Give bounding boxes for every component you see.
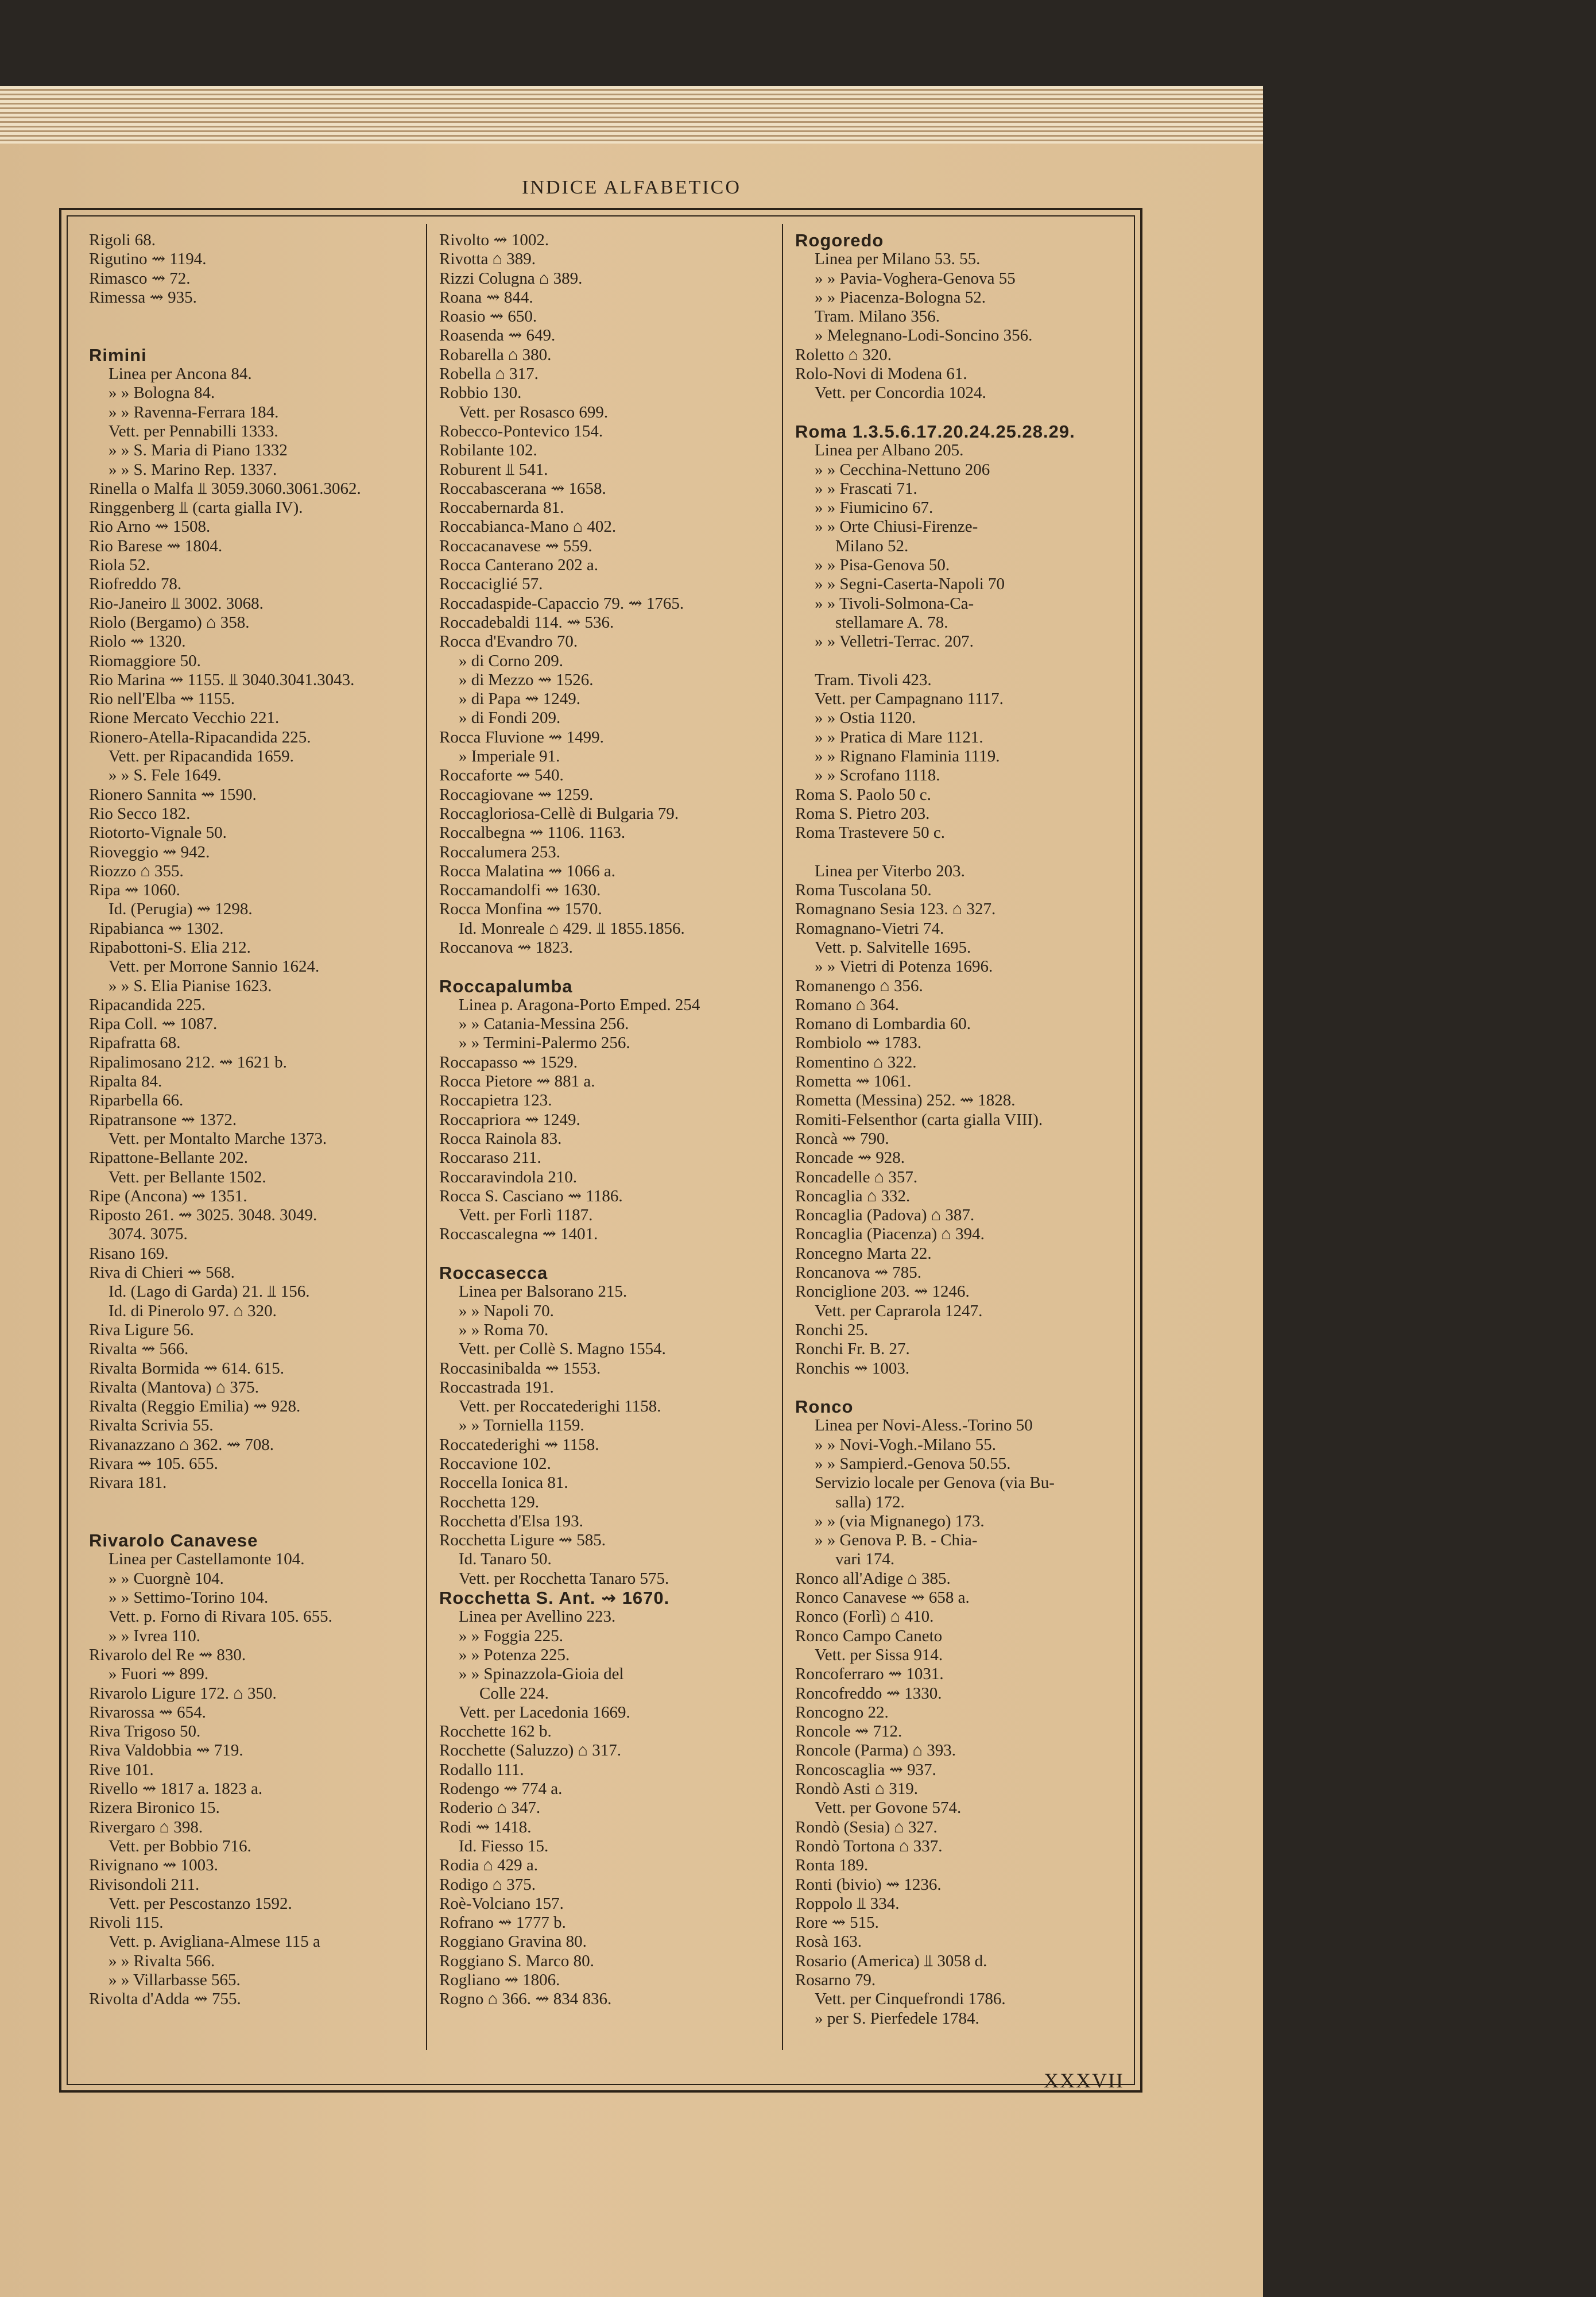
index-entry: Romanengo ⌂ 356.	[795, 976, 923, 995]
index-entry: » » Catania-Messina 256.	[459, 1015, 629, 1034]
index-entry: Vett. per Forlì 1187.	[459, 1206, 593, 1225]
index-entry: Vett. per Concordia 1024.	[815, 384, 986, 403]
index-entry: Vett. per Bobbio 716.	[109, 1836, 251, 1855]
index-entry: Rioveggio ⇝ 942.	[89, 842, 210, 861]
index-entry: Rive 101.	[89, 1760, 154, 1779]
index-entry: Vett. per Govone 574.	[815, 1799, 962, 1818]
index-entry: Roccamandolfi ⇝ 1630.	[439, 881, 601, 900]
index-entry: Robbio 130.	[439, 384, 522, 403]
index-entry: Roncegno Marta 22.	[795, 1244, 932, 1263]
index-entry: Rivolto ⇝ 1002.	[439, 231, 549, 249]
index-entry: Roasenda ⇝ 649.	[439, 326, 556, 345]
index-entry: Roccapietra 123.	[439, 1091, 552, 1110]
index-entry: Risano 169.	[89, 1244, 169, 1263]
index-entry: » » S. Elia Pianise 1623.	[109, 976, 272, 995]
index-entry: Roccalumera 253.	[439, 842, 560, 861]
index-entry: Rodi ⇝ 1418.	[439, 1818, 532, 1836]
index-entry: Vett. per Ripacandida 1659.	[109, 747, 294, 766]
index-entry: Rodigo ⌂ 375.	[439, 1875, 536, 1894]
index-entry: Roma Tuscolana 50.	[795, 881, 932, 900]
index-entry: » » Termini-Palermo 256.	[459, 1034, 630, 1053]
index-entry: Id. Tanaro 50.	[459, 1550, 552, 1569]
index-entry: Riola 52.	[89, 556, 150, 575]
index-entry: Ripa ⇝ 1060.	[89, 881, 180, 900]
index-entry: Rocchetta Ligure ⇝ 585.	[439, 1531, 606, 1550]
index-entry: Roletto ⌂ 320.	[795, 345, 892, 364]
index-entry: Roncanova ⇝ 785.	[795, 1263, 922, 1282]
index-entry: Rivotta ⌂ 389.	[439, 250, 536, 269]
index-entry: Vett. p. Forno di Rivara 105. 655.	[109, 1607, 332, 1626]
index-entry: » Fuori ⇝ 899.	[109, 1665, 209, 1684]
index-entry: Roccapasso ⇝ 1529.	[439, 1053, 578, 1072]
index-entry: Roccaciglié 57.	[439, 575, 543, 594]
index-entry: Robecco-Pontevico 154.	[439, 421, 603, 440]
index-entry: Vett. per Campagnano 1117.	[815, 690, 1004, 709]
index-entry: Ripafratta 68.	[89, 1034, 181, 1053]
index-entry: » » Cecchina-Nettuno 206	[815, 460, 990, 479]
index-entry: » » Velletri-Terrac. 207.	[815, 632, 974, 651]
index-entry: Rionero Sannita ⇝ 1590.	[89, 785, 257, 804]
index-entry: Roccastrada 191.	[439, 1378, 554, 1397]
index-entry: vari 174.	[835, 1550, 895, 1569]
index-entry: Ronta 189.	[795, 1856, 869, 1875]
index-entry: Rio nell'Elba ⇝ 1155.	[89, 690, 235, 709]
index-entry: Rinella o Malfa ⫫ 3059.3060.3061.3062.	[89, 479, 361, 498]
index-entry: Rio-Janeiro ⫫ 3002. 3068.	[89, 594, 264, 613]
index-entry: Roccavione 102.	[439, 1455, 551, 1473]
index-entry: Tram. Tivoli 423.	[815, 670, 932, 689]
index-entry: Rocchette 162 b.	[439, 1722, 552, 1741]
index-entry: Ronco Campo Caneto	[795, 1626, 943, 1645]
index-entry: Riva Valdobbia ⇝ 719.	[89, 1741, 243, 1760]
index-entry: Roccanova ⇝ 1823.	[439, 938, 573, 957]
index-heading: Rocchetta S. Ant. ⇝ 1670.	[439, 1588, 670, 1608]
index-entry: Roncaglia (Piacenza) ⌂ 394.	[795, 1225, 985, 1244]
index-entry: Riolo (Bergamo) ⌂ 358.	[89, 613, 250, 632]
index-entry: Roccatederighi ⇝ 1158.	[439, 1435, 599, 1454]
index-entry: » » Sampierd.-Genova 50.55.	[815, 1455, 1011, 1473]
index-entry: Roccaraso 211.	[439, 1148, 541, 1167]
page-number: XXXVII	[1044, 2069, 1124, 2092]
index-entry: » » Potenza 225.	[459, 1645, 570, 1664]
index-heading: Ronco	[795, 1397, 854, 1417]
index-entry: Rio Barese ⇝ 1804.	[89, 536, 223, 555]
index-entry: Vett. p. Avigliana-Almese 115 a	[109, 1932, 320, 1951]
index-entry: Vett. per Bellante 1502.	[109, 1167, 266, 1186]
index-entry: Roana ⇝ 844.	[439, 288, 533, 307]
index-entry: Riparbella 66.	[89, 1091, 184, 1110]
index-entry: Linea per Avellino 223.	[459, 1607, 616, 1626]
index-entry: Roccaforte ⇝ 540.	[439, 766, 564, 785]
index-entry: Roccabianca-Mano ⌂ 402.	[439, 517, 617, 536]
index-entry: » » Napoli 70.	[459, 1301, 554, 1320]
index-entry: » » Novi-Vogh.-Milano 55.	[815, 1435, 997, 1454]
index-entry: Ripabottoni-S. Elia 212.	[89, 938, 251, 957]
index-entry: Milano 52.	[835, 536, 909, 555]
index-entry: Romagnano-Vietri 74.	[795, 919, 944, 938]
index-entry: » » Settimo-Torino 104.	[109, 1588, 269, 1607]
index-entry: Riposto 261. ⇝ 3025. 3048. 3049.	[89, 1206, 317, 1225]
index-entry: Vett. per Cinquefrondi 1786.	[815, 1990, 1006, 2009]
index-entry: stellamare A. 78.	[835, 613, 948, 632]
index-entry: Romano ⌂ 364.	[795, 995, 899, 1014]
index-entry: Vett. per Caprarola 1247.	[815, 1301, 983, 1320]
index-entry: Tram. Milano 356.	[815, 307, 940, 326]
index-entry: Rocca Canterano 202 a.	[439, 556, 599, 575]
index-entry: Roncaglia ⌂ 332.	[795, 1186, 911, 1205]
index-entry: Rolo-Novi di Modena 61.	[795, 365, 967, 384]
line-gap	[795, 1378, 1128, 1397]
index-entry: Rivoli 115.	[89, 1913, 164, 1932]
index-entry: » » Rignano Flaminia 1119.	[815, 747, 1000, 766]
index-entry: Roma Trastevere 50 c.	[795, 823, 945, 842]
index-entry: Roncole ⇝ 712.	[795, 1722, 902, 1741]
index-entry: Roncaglia (Padova) ⌂ 387.	[795, 1206, 975, 1225]
index-entry: Roccalbegna ⇝ 1106. 1163.	[439, 823, 626, 842]
index-entry: salla) 172.	[835, 1492, 905, 1511]
index-entry: » Melegnano-Lodi-Soncino 356.	[815, 326, 1033, 345]
index-entry: Roccadebaldi 114. ⇝ 536.	[439, 613, 614, 632]
index-entry: Roccaravindola 210.	[439, 1167, 577, 1186]
index-entry: » » Torniella 1159.	[459, 1416, 584, 1435]
index-entry: Roccasinibalda ⇝ 1553.	[439, 1359, 601, 1378]
index-heading: Rimini	[89, 345, 147, 365]
index-entry: » » Villarbasse 565.	[109, 1971, 241, 1990]
index-entry: Rivalta ⇝ 566.	[89, 1340, 189, 1359]
index-entry: Roccadaspide-Capaccio 79. ⇝ 1765.	[439, 594, 684, 613]
index-entry: Rocchetta 129.	[439, 1492, 539, 1511]
index-entry: Riozzo ⌂ 355.	[89, 861, 184, 880]
index-entry: Ripatransone ⇝ 1372.	[89, 1110, 237, 1129]
index-entry: Ripattone-Bellante 202.	[89, 1148, 249, 1167]
index-entry: Roccapriora ⇝ 1249.	[439, 1110, 580, 1129]
index-entry: » » Bologna 84.	[109, 384, 215, 403]
index-entry: » » Genova P. B. - Chia-	[815, 1531, 978, 1550]
index-entry: Ronco Canavese ⇝ 658 a.	[795, 1588, 970, 1607]
index-entry: Ronciglione 203. ⇝ 1246.	[795, 1282, 970, 1301]
index-entry: Rogno ⌂ 366. ⇝ 834 836.	[439, 1990, 612, 2009]
index-entry: Rofrano ⇝ 1777 b.	[439, 1913, 566, 1932]
index-entry: Ronchi 25.	[795, 1320, 869, 1339]
index-column-1	[89, 231, 422, 2009]
index-entry: Rocchetta d'Elsa 193.	[439, 1511, 583, 1530]
index-entry: » » Orte Chiusi-Firenze-	[815, 517, 978, 536]
index-entry: Rocca Monfina ⇝ 1570.	[439, 900, 602, 919]
index-entry: Roncà ⇝ 790.	[795, 1129, 889, 1148]
index-entry: Robella ⌂ 317.	[439, 365, 539, 384]
index-entry: Rivergaro ⌂ 398.	[89, 1818, 203, 1836]
index-entry: » » Pavia-Voghera-Genova 55	[815, 269, 1016, 288]
index-entry: Rodia ⌂ 429 a.	[439, 1856, 539, 1875]
index-entry: Roggiano S. Marco 80.	[439, 1951, 594, 1970]
index-entry: Rivanazzano ⌂ 362. ⇝ 708.	[89, 1435, 274, 1454]
index-entry: Roncade ⇝ 928.	[795, 1148, 905, 1167]
index-entry: Vett. per Morrone Sannio 1624.	[109, 957, 320, 976]
index-entry: » » Pisa-Genova 50.	[815, 556, 950, 575]
index-entry: » » S. Fele 1649.	[109, 766, 222, 785]
index-entry: Rione Mercato Vecchio 221.	[89, 709, 280, 728]
index-entry: Rodengo ⇝ 774 a.	[439, 1780, 563, 1799]
index-entry: Rionero-Atella-Ripacandida 225.	[89, 728, 311, 747]
index-entry: Rimessa ⇝ 935.	[89, 288, 197, 307]
index-entry: Rocca Malatina ⇝ 1066 a.	[439, 861, 615, 880]
index-entry: Roasio ⇝ 650.	[439, 307, 537, 326]
index-entry: Rio Secco 182.	[89, 804, 191, 823]
index-entry: Rocca Rainola 83.	[439, 1129, 562, 1148]
index-entry: Rizera Bironico 15.	[89, 1799, 220, 1818]
index-entry: Rocca d'Evandro 70.	[439, 632, 578, 651]
index-entry: Roma S. Paolo 50 c.	[795, 785, 931, 804]
index-entry: » » Segni-Caserta-Napoli 70	[815, 575, 1005, 594]
index-entry: Rio Marina ⇝ 1155. ⫫ 3040.3041.3043.	[89, 670, 355, 689]
index-entry: Rondò Asti ⌂ 319.	[795, 1780, 918, 1799]
index-entry: » » Foggia 225.	[459, 1626, 564, 1645]
index-entry: Vett. p. Salvitelle 1695.	[815, 938, 971, 957]
index-entry: Linea per Balsorano 215.	[459, 1282, 627, 1301]
index-entry: Roderio ⌂ 347.	[439, 1799, 541, 1818]
index-entry: Rivarossa ⇝ 654.	[89, 1703, 206, 1722]
index-heading: Roccasecca	[439, 1263, 548, 1283]
index-entry: Rocca Pietore ⇝ 881 a.	[439, 1072, 595, 1091]
index-entry: » Imperiale 91.	[459, 747, 560, 766]
index-entry: Riomaggiore 50.	[89, 651, 201, 670]
index-entry: Rosarno 79.	[795, 1971, 876, 1990]
index-entry: Rondò (Sesia) ⌂ 327.	[795, 1818, 938, 1836]
index-entry: Robarella ⌂ 380.	[439, 345, 552, 364]
index-entry: Rocca Fluvione ⇝ 1499.	[439, 728, 604, 747]
index-entry: Roggiano Gravina 80.	[439, 1932, 587, 1951]
index-entry: Rometta ⇝ 1061.	[795, 1072, 912, 1091]
page-header: INDICE ALFABETICO	[522, 177, 741, 198]
index-entry: Rivignano ⇝ 1003.	[89, 1856, 218, 1875]
index-entry: Linea per Ancona 84.	[109, 365, 252, 384]
index-entry: Roè-Volciano 157.	[439, 1894, 564, 1913]
index-entry: Roccella Ionica 81.	[439, 1474, 568, 1492]
index-entry: Roccagloriosa-Cellè di Bulgaria 79.	[439, 804, 679, 823]
index-entry: Rivalta Bormida ⇝ 614. 615.	[89, 1359, 285, 1378]
index-entry: Id. Monreale ⌂ 429. ⫫ 1855.1856.	[459, 919, 685, 938]
index-entry: Rivalta (Mantova) ⌂ 375.	[89, 1378, 259, 1397]
index-entry: » » Roma 70.	[459, 1320, 549, 1339]
index-entry: Rodallo 111.	[439, 1760, 524, 1779]
index-entry: Rosario (America) ⫫ 3058 d.	[795, 1951, 987, 1970]
index-entry: Id. di Pinerolo 97. ⌂ 320.	[109, 1301, 277, 1320]
line-gap	[439, 957, 792, 976]
index-entry: Colle 224.	[479, 1684, 549, 1703]
index-entry: Linea p. Aragona-Porto Emped. 254	[459, 995, 700, 1014]
index-entry: Rivara 181.	[89, 1474, 167, 1492]
index-entry: Roma S. Pietro 203.	[795, 804, 930, 823]
index-entry: Riva Ligure 56.	[89, 1320, 194, 1339]
index-entry: Id. (Perugia) ⇝ 1298.	[109, 900, 253, 919]
index-entry: » » Rivalta 566.	[109, 1951, 215, 1970]
index-column-3	[795, 231, 1128, 2028]
index-heading: Roma 1.3.5.6.17.20.24.25.28.29.	[795, 421, 1075, 442]
index-entry: Rore ⇝ 515.	[795, 1913, 879, 1932]
index-entry: Roccascalegna ⇝ 1401.	[439, 1225, 598, 1244]
index-entry: Rivisondoli 211.	[89, 1875, 200, 1894]
index-entry: » di Papa ⇝ 1249.	[459, 690, 580, 709]
line-gap	[89, 326, 422, 345]
index-entry: Romentino ⌂ 322.	[795, 1053, 917, 1072]
index-entry: » » Pratica di Mare 1121.	[815, 728, 983, 747]
index-entry: Roppolo ⫫ 334.	[795, 1894, 900, 1913]
index-column-2	[439, 231, 792, 2009]
index-entry: Roccabernarda 81.	[439, 498, 564, 517]
index-entry: » » S. Marino Rep. 1337.	[109, 460, 277, 479]
index-entry: Rocca S. Casciano ⇝ 1186.	[439, 1186, 623, 1205]
index-entry: Roncoferraro ⇝ 1031.	[795, 1665, 944, 1684]
index-entry: Linea per Castellamonte 104.	[109, 1550, 305, 1569]
index-entry: » » (via Mignanego) 173.	[815, 1511, 985, 1530]
index-entry: Romagnano Sesia 123. ⌂ 327.	[795, 900, 996, 919]
index-entry: Romano di Lombardia 60.	[795, 1015, 971, 1034]
index-entry: » di Fondi 209.	[459, 709, 561, 728]
line-gap	[795, 843, 1128, 862]
index-entry: Linea per Albano 205.	[815, 441, 964, 460]
index-entry: Ripabianca ⇝ 1302.	[89, 919, 224, 938]
index-entry: Riva di Chieri ⇝ 568.	[89, 1263, 235, 1282]
index-entry: Roccagiovane ⇝ 1259.	[439, 785, 594, 804]
index-heading: Rogoredo	[795, 231, 884, 250]
index-entry: Vett. per Sissa 914.	[815, 1645, 943, 1664]
line-gap	[89, 307, 422, 326]
index-entry: Romiti-Felsenthor (carta gialla VIII).	[795, 1110, 1043, 1129]
index-entry: Rivolta d'Adda ⇝ 755.	[89, 1990, 241, 2009]
index-entry: » per S. Pierfedele 1784.	[815, 2009, 979, 2028]
index-entry: Riofreddo 78.	[89, 575, 182, 594]
index-entry: Ronchi Fr. B. 27.	[795, 1340, 910, 1359]
index-entry: Rombiolo ⇝ 1783.	[795, 1034, 922, 1053]
index-entry: Rigoli 68.	[89, 231, 156, 249]
index-entry: Riolo ⇝ 1320.	[89, 632, 186, 651]
line-gap	[89, 1493, 422, 1512]
index-entry: Rivarolo Ligure 172. ⌂ 350.	[89, 1684, 277, 1703]
index-entry: » » Frascati 71.	[815, 479, 917, 498]
index-entry: » » Piacenza-Bologna 52.	[815, 288, 986, 307]
index-entry: Roburent ⫫ 541.	[439, 460, 548, 479]
index-entry: Vett. per Montalto Marche 1373.	[109, 1129, 327, 1148]
index-entry: Roncogno 22.	[795, 1703, 889, 1722]
index-entry: Roccacanavese ⇝ 559.	[439, 536, 592, 555]
page-edges	[0, 86, 1263, 144]
index-entry: Ripalimosano 212. ⇝ 1621 b.	[89, 1053, 287, 1072]
index-entry: Vett. per Rosasco 699.	[459, 403, 609, 421]
line-gap	[89, 1512, 422, 1531]
index-entry: Roncadelle ⌂ 357.	[795, 1167, 918, 1186]
index-entry: Ronchis ⇝ 1003.	[795, 1359, 910, 1378]
index-entry: » » Cuorgnè 104.	[109, 1569, 224, 1588]
index-entry: Ripa Coll. ⇝ 1087.	[89, 1015, 218, 1034]
index-entry: » » Spinazzola-Gioia del	[459, 1665, 624, 1684]
index-entry: » » Scrofano 1118.	[815, 766, 940, 785]
index-entry: Rimasco ⇝ 72.	[89, 269, 191, 288]
index-entry: Vett. per Roccatederighi 1158.	[459, 1397, 661, 1416]
index-entry: Rondò Tortona ⌂ 337.	[795, 1836, 943, 1855]
index-entry: Riva Trigoso 50.	[89, 1722, 201, 1741]
index-entry: Rivalta (Reggio Emilia) ⇝ 928.	[89, 1397, 301, 1416]
line-gap	[439, 1244, 792, 1263]
index-entry: Rocchette (Saluzzo) ⌂ 317.	[439, 1741, 621, 1760]
index-entry: Ronti (bivio) ⇝ 1236.	[795, 1875, 942, 1894]
column-divider-1	[426, 224, 427, 2050]
index-entry: Servizio locale per Genova (via Bu-	[815, 1474, 1055, 1492]
index-entry: » » Ivrea 110.	[109, 1626, 200, 1645]
index-heading: Roccapalumba	[439, 976, 573, 996]
index-entry: 3074. 3075.	[109, 1225, 188, 1244]
index-entry: Roccabascerana ⇝ 1658.	[439, 479, 606, 498]
index-entry: Linea per Milano 53. 55.	[815, 250, 981, 269]
index-entry: » di Corno 209.	[459, 651, 564, 670]
index-entry: Rogliano ⇝ 1806.	[439, 1971, 560, 1990]
index-entry: Linea per Viterbo 203.	[815, 861, 965, 880]
index-entry: Id. Fiesso 15.	[459, 1836, 549, 1855]
index-entry: Rivello ⇝ 1817 a. 1823 a.	[89, 1780, 263, 1799]
index-entry: » » Fiumicino 67.	[815, 498, 933, 517]
index-entry: » » Tivoli-Solmona-Ca-	[815, 594, 974, 613]
index-entry: Roncoscaglia ⇝ 937.	[795, 1760, 936, 1779]
index-entry: » » Ravenna-Ferrara 184.	[109, 403, 279, 421]
index-entry: Rometta (Messina) 252. ⇝ 1828.	[795, 1091, 1016, 1110]
index-entry: Rivara ⇝ 105. 655.	[89, 1455, 218, 1473]
index-entry: Robilante 102.	[439, 441, 537, 460]
index-heading: Rivarolo Canavese	[89, 1531, 258, 1550]
index-entry: Rosà 163.	[795, 1932, 862, 1951]
index-entry: Riotorto-Vignale 50.	[89, 823, 227, 842]
index-entry: Id. (Lago di Garda) 21. ⫫ 156.	[109, 1282, 310, 1301]
index-entry: Ripalta 84.	[89, 1072, 162, 1091]
index-entry: Linea per Novi-Aless.-Torino 50	[815, 1416, 1033, 1435]
index-entry: Vett. per Rocchetta Tanaro 575.	[459, 1569, 669, 1588]
index-entry: » » Vietri di Potenza 1696.	[815, 957, 993, 976]
index-entry: Vett. per Collè S. Magno 1554.	[459, 1340, 666, 1359]
index-entry: » » Ostia 1120.	[815, 709, 916, 728]
index-entry: Rivalta Scrivia 55.	[89, 1416, 214, 1435]
index-entry: Rio Arno ⇝ 1508.	[89, 517, 211, 536]
index-entry: Rivarolo del Re ⇝ 830.	[89, 1645, 246, 1664]
line-gap	[795, 403, 1128, 422]
index-entry: » » S. Maria di Piano 1332	[109, 441, 288, 460]
index-entry: Rizzi Colugna ⌂ 389.	[439, 269, 583, 288]
index-entry: Vett. per Pennabilli 1333.	[109, 421, 278, 440]
line-gap	[795, 652, 1128, 671]
index-entry: Rigutino ⇝ 1194.	[89, 250, 207, 269]
index-entry: Ronco (Forlì) ⌂ 410.	[795, 1607, 934, 1626]
index-entry: Roncofreddo ⇝ 1330.	[795, 1684, 942, 1703]
index-entry: Ripacandida 225.	[89, 995, 206, 1014]
index-entry: Ringgenberg ⫫ (carta gialla IV).	[89, 498, 303, 517]
index-entry: » di Mezzo ⇝ 1526.	[459, 670, 594, 689]
index-entry: Roncole (Parma) ⌂ 393.	[795, 1741, 956, 1760]
index-entry: Vett. per Lacedonia 1669.	[459, 1703, 630, 1722]
index-entry: Vett. per Pescostanzo 1592.	[109, 1894, 292, 1913]
index-entry: Ronco all'Adige ⌂ 385.	[795, 1569, 951, 1588]
index-entry: Ripe (Ancona) ⇝ 1351.	[89, 1186, 247, 1205]
